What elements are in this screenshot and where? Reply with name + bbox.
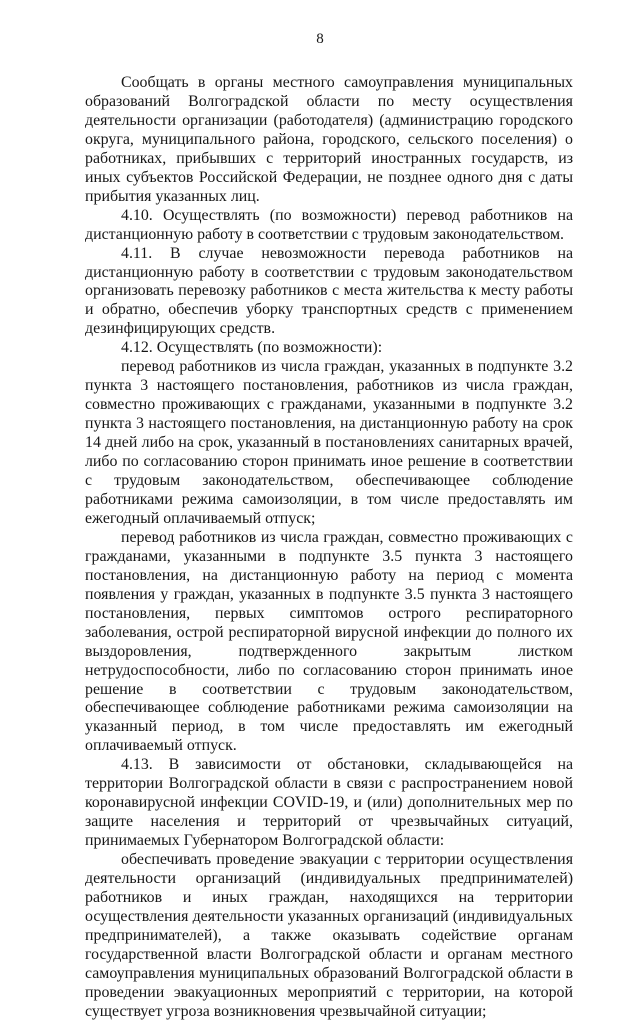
paragraph-4-12-item-1: перевод работников из числа граждан, указанных в подпункте 3.2 пункта 3 настоящего постановления, работников из числа граждан, совместно проживающих с гражданами, указанными в подпункте 3.2 пункта 3 настоящего постановления, на дистанционную работу на срок 14 дней либо на срок, указанный в постановлениях санитарных врачей, либо по согласованию сторон принимать иное решение в соответствии с трудовым законодательством, обеспечивающее соблюдение работниками режима самоизоляции, в том числе предоставлять им ежегодный оплачиваемый отпуск; <box>85 358 573 527</box>
paragraph-4-13: 4.13. В зависимости от обстановки, складывающейся на территории Волгоградской области в связи с распространением новой коронавирусной инфекции COVID-19, и (или) дополнительных мер по защите населения и территорий от чрезвычайных ситуаций, принимаемых Губернатором Волгоградской области: <box>85 756 573 850</box>
document-body <box>85 74 573 1022</box>
page-number: 8 <box>316 31 324 47</box>
paragraph-4-12: 4.12. Осуществлять (по возможности): <box>121 339 383 357</box>
paragraph-4-10: 4.10. Осуществлять (по возможности) перевод работников на дистанционную работу в соответствии с трудовым законодательством. <box>85 206 573 243</box>
paragraph-4-11: 4.11. В случае невозможности перевода работников на дистанционную работу в соответствии с трудовым законодательством организовать перевозку работников с места жительства к месту работы и обратно, обеспечив уборку транспортных средств с применением дезинфицирующих средств. <box>85 244 573 338</box>
paragraph-4-13-item-1: обеспечивать проведение эвакуации с территории осуществления деятельности организаций (индивидуальных предпринимателей) работников и иных граждан, находящихся на территории осуществления деятельности указанных организаций (индивидуальных предпринимателей), а также оказывать содействие органам государственной власти Волгоградской области и органам местного самоуправления муниципальных образований Волгоградской области в проведении эвакуационных мероприятий с территории, на которой существует угроза возникновения чрезвычайной ситуации; <box>85 851 573 1020</box>
paragraph-notify-authorities: Сообщать в органы местного самоуправления муниципальных образований Волгоградской области по месту осуществления деятельности организации (работодателя) (администрацию городского округа, муниципального района, городского, сельского поселения) о работниках, прибывших с территорий иностранных государств, из иных субъектов Российской Федерации, не позднее одного дня с даты прибытия указанных лиц. <box>85 74 573 205</box>
paragraph-4-12-item-2: перевод работников из числа граждан, совместно проживающих с гражданами, указанными в подпункте 3.5 пункта 3 настоящего постановления, на дистанционную работу на период с момента появления у граждан, указанных в подпункте 3.5 пункта 3 настоящего постановления, первых симптомов острого респираторного заболевания, острой респираторной вирусной инфекции до полного их выздоровления, подтвержденного закрытым листком нетрудоспособности, либо по согласованию сторон принимать иное решение в соответствии с трудовым законодательством, обеспечивающее соблюдение работниками режима самоизоляции на указанный период, в том числе предоставлять им ежегодный оплачиваемый отпуск. <box>85 528 573 755</box>
